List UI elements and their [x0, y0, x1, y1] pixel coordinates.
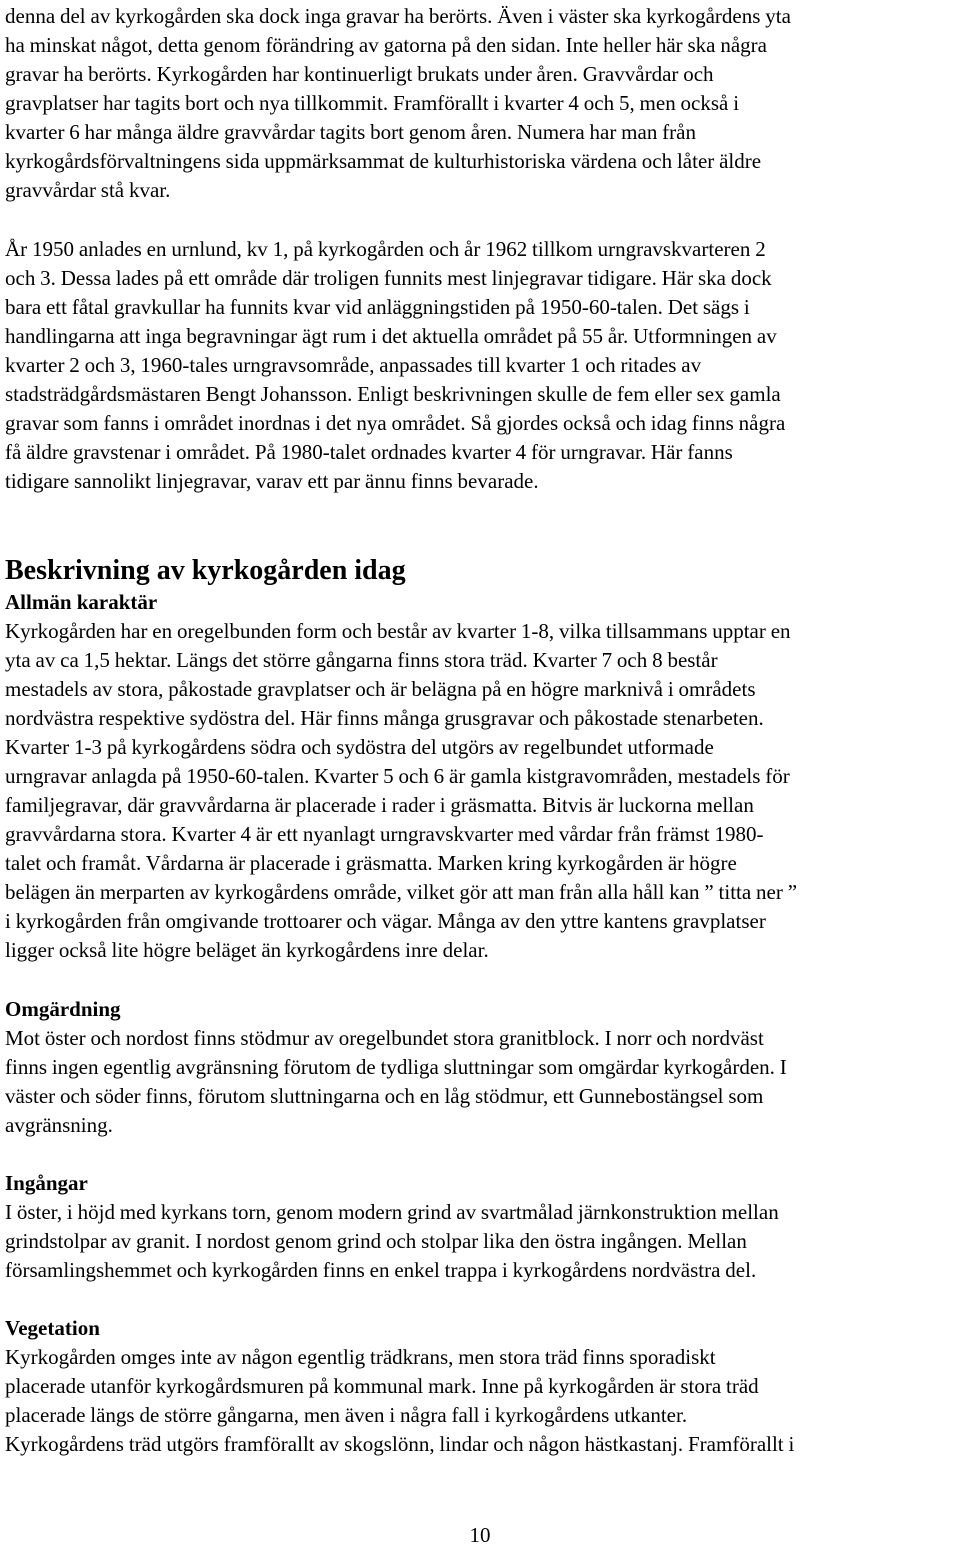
section-title: Beskrivning av kyrkogården idag: [5, 555, 406, 586]
paragraph-ingangar: I öster, i höjd med kyrkans torn, genom modern grind av svartmålad järnkonstruktion mellan grindstolpar av granit. I nordost genom grind och stolpar lika den östra ingången. Mellan församlingshemmet och kyrkogården finns en enkel trappa i kyrkogårdens nordvästra del.: [5, 1200, 779, 1282]
subheading-allman-karaktar: Allmän karaktär: [5, 590, 158, 614]
page-number: 10: [469, 1523, 491, 1547]
subheading-omgardning: Omgärdning: [5, 997, 121, 1021]
subheading-vegetation: Vegetation: [5, 1316, 100, 1340]
intro-paragraph-1: denna del av kyrkogården ska dock inga gravar ha berörts. Även i väster ska kyrkogårdens yta ha minskat något, detta genom förändring av gatorna på den sidan. Inte heller här ska några gravar ha berörts. Kyrkogården har kontinuerligt brukats under åren. Gravvårdar och gravplatser har tagits bort och nya tillkommit. Framförallt i kvarter 4 och 5, men också i kvarter 6 har många äldre gravvårdar tagits bort genom åren. Numera har man från kyrkogårdsförvaltningens sida uppmärksammat de kulturhistoriska värdena och låter äldre gravvårdar stå kvar.: [5, 4, 791, 202]
paragraph-allman-karaktar: Kyrkogården har en oregelbunden form och består av kvarter 1-8, vilka tillsammans upptar en yta av ca 1,5 hektar. Längs det större gångarna finns stora träd. Kvarter 7 och 8 består mestadels av stora, påkostade gravplatser och är belägna på en högre marknivå i områdets nordvästra respektive sydöstra del. Här finns många grusgravar och påkostade stenarbeten. Kvarter 1-3 på kyrkogårdens södra och sydöstra del utgörs av regelbundet utformade urngravar anlagda på 1950-60-talen. Kvarter 5 och 6 är gamla kistgravområden, mestadels för familjegravar, där gravvårdarna är placerade i rader i gräsmatta. Bitvis är luckorna mellan gravvårdarna stora. Kvarter 4 är ett nyanlagt urngravskvarter med vårdar från främst 1980- talet och framåt. Vårdarna är placerade i gräsmatta. Marken kring kyrkogården är högre belägen än merparten av kyrkogårdens område, vilket gör att man från alla håll kan ” titta ner ” i kyrkogården från omgivande trottoarer och vägar. Många av den yttre kantens gravplatser ligger också lite högre beläget än kyrkogårdens inre delar.: [5, 619, 798, 962]
intro-paragraph-2: År 1950 anlades en urnlund, kv 1, på kyrkogården och år 1962 tillkom urngravskvarteren 2 och 3. Dessa lades på ett område där troligen funnits mest linjegravar tidigare. Här ska dock bara ett fåtal gravkullar ha funnits kvar vid anläggningstiden på 1950-60-talen. Det sägs i handlingarna att inga begravningar ägt rum i det aktuella området på 55 år. Utformningen av kvarter 2 och 3, 1960-tales urngravsområde, anpassades till kvarter 1 och ritades av stadsträdgårdsmästaren Bengt Johansson. Enligt beskrivningen skulle de fem eller sex gamla gravar som fanns i området inordnas i det nya området. Så gjordes också och idag finns några få äldre gravstenar i området. På 1980-talet ordnades kvarter 4 för urngravar. Här fanns tidigare sannolikt linjegravar, varav ett par ännu finns bevarade.: [5, 237, 786, 493]
paragraph-omgardning: Mot öster och nordost finns stödmur av oregelbundet stora granitblock. I norr och nordväst finns ingen egentlig avgränsning förutom de tydliga sluttningar som omgärdar kyrkogården. I väster och söder finns, förutom sluttningarna och en låg stödmur, ett Gunnebostängsel som avgränsning.: [5, 1026, 787, 1137]
paragraph-vegetation: Kyrkogården omges inte av någon egentlig trädkrans, men stora träd finns sporadiskt placerade utanför kyrkogårdsmuren på kommunal mark. Inne på kyrkogården är stora träd placerade längs de större gångarna, men även i några fall i kyrkogårdens utkanter. Kyrkogårdens träd utgörs framförallt av skogslönn, lindar och någon hästkastanj. Framförallt i: [5, 1345, 795, 1456]
subheading-ingangar: Ingångar: [5, 1171, 88, 1195]
